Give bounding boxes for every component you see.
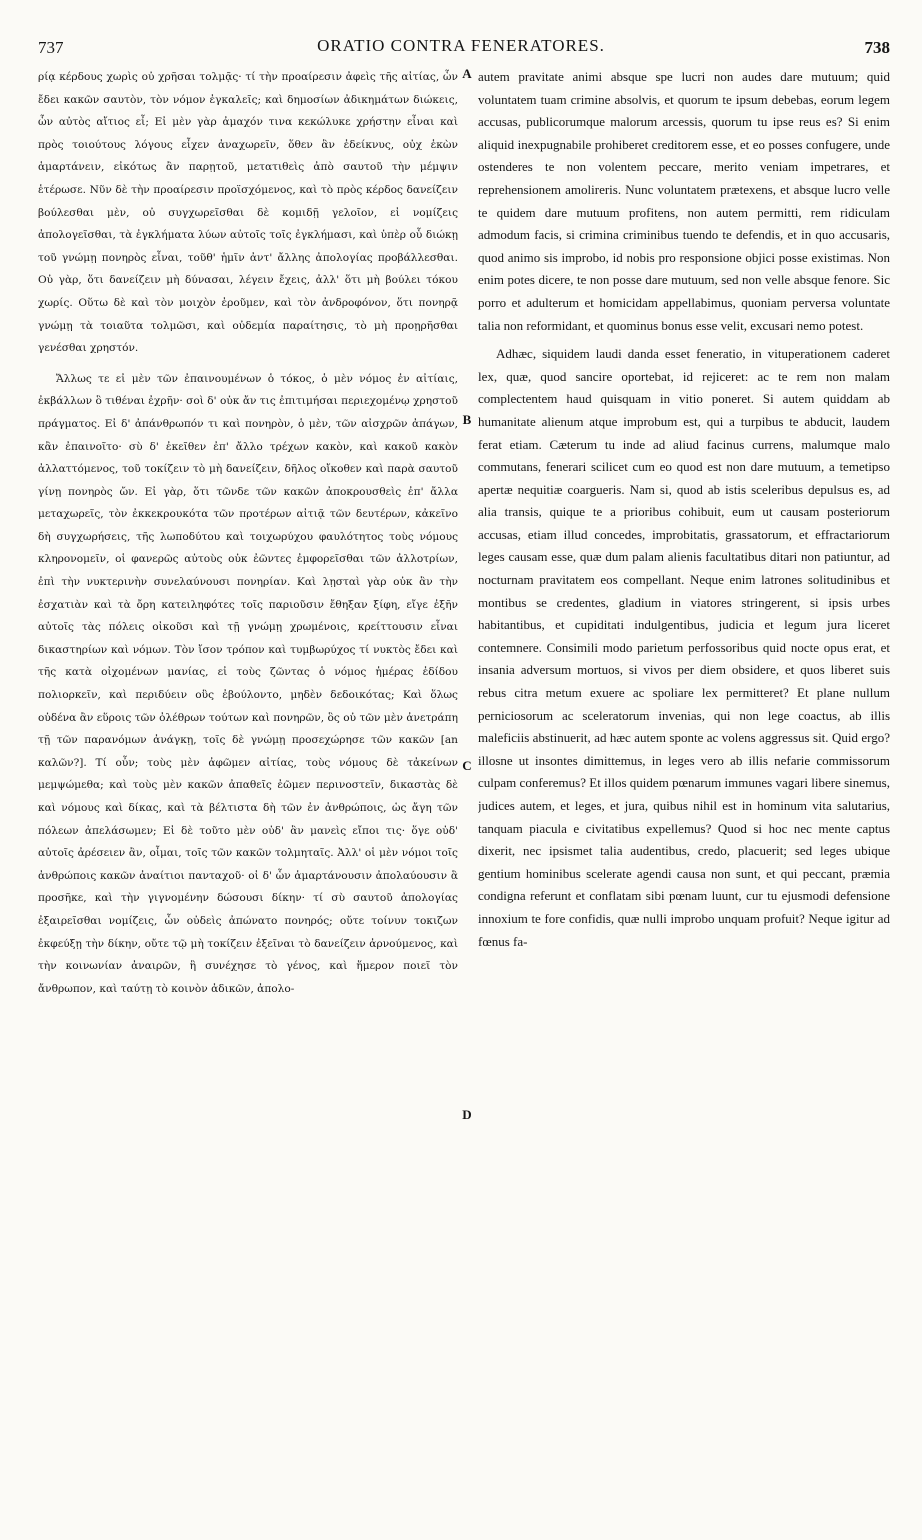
page-number-right: 738 (864, 38, 890, 57)
running-title: ORATIO CONTRA FENERATORES. (317, 36, 605, 55)
page-number-left: 737 (38, 38, 64, 57)
latin-paragraph-1: autem pravitate animi absque spe lucri non audes dare mutuum; quid voluntatem tuam crimine absolvis, et quorum te ipsum debebas, eorum legem accusas, publicorumque malorum arcessis, quorum tu ipse reus es? Si enim aliquid inexpugnabile prohiberet creditorem esse, et eo posses confugere, unde ostenderes te non volentem peccare, merito veniam impetrares, et reprehensionem amolireris. Nunc voluntatem prætexens, et absque lucro velle te quidem dare mutuum profitens, non autem permitti, rem ridiculam admodum facis, si crimina criminibus tuendo te defendis, et in quo accusaris, quod animo sis improbo, id nobis pro responsione objici posse existimas. Non enim potes dicere, te non posse dare mutuum, sed non velle absque fenore. Sic porro et adulterum et homicidam appellabimus, quoniam perversa voluntate talia non reformidant, et quominus bonus esse velit, excusari nemo potest. (478, 69, 890, 333)
margin-marker-c: C (462, 758, 472, 773)
margin-marker-b: B (462, 412, 472, 427)
greek-paragraph-2: Ἄλλως τε εἰ μὲν τῶν ἐπαινουμένων ὁ τόκος, ὁ μὲν νόμος ἐν αἰτίαις, ἐκβάλλων ὃ τιθέναι ἐχρῆν· σοὶ δ' οὐκ ἄν τις ἐπιτιμήσαι περιεχομένῳ χρηστοῦ πράγματος. Εἰ δ' ἀπάνθρωπόν τι καὶ πονηρὸν, ὁ μὲν, τῶν αἰσχρῶν ἀπάγων, κἂν ἐπαινοῖτο· σὺ δ' ἐκεῖθεν ἐπ' ἄλλο τρέχων κακὸν, καὶ κακοῦ κακὸν ἀλλαττόμενος, τοῦ τοκίζειν τὸ μὴ δανείζειν, δῆλος οἴκοθεν καὶ παρὰ σαυτοῦ γίνῃ πονηρὸς ὤν. Εἰ γὰρ, ὅτι τῶνδε τῶν κακῶν ἀποκρουσθεὶς ἐπ' ἄλλα μεταχωρεῖς, τὸν ἐκκεκρουκότα τῶν προτέρων αἰτιᾷ τῶν δευτέρων, κἀκεῖνο δὴ συγχωρήσεις, τῆς λωποδύτου καὶ τοιχωρύχου φαυλότητος τοὺς νόμους κληρονομεῖν, οἱ φανερῶς αὐτοὺς οὐκ ἐῶντες ἐμφορεῖσθαι τῶν ἀλλοτρίων, ἐπὶ τὴν νυκτερινὴν συνελαύνουσι πονηρίαν. Καὶ λῃσταὶ γὰρ οὐκ ἂν τὴν ἐσχατιὰν καὶ τὰ ὄρη κατειληφότες τοῖς παριοῦσιν ἔθηξαν ξίφη, εἴγε ἐξῆν αὐτοῖς τὰς πόλεις οἰκοῦσι καὶ τῇ γνώμῃ χρωμένοις, κρείττουσιν εἶναι δικαστηρίων καὶ νόμων. Τὸν ἴσον τρόπον καὶ τυμβωρύχος τί νυκτὸς ἔδει καὶ τῆς κατὰ οἰχομένων μανίας, εἰ τοὺς ζῶντας ὁ νόμος ἡμέρας ἐδίδου πολιορκεῖν, καὶ περιδύειν οὓς ἐβούλοντο, μηδὲν δεδοικότας; Καὶ ὅλως οὐδένα ἂν εὕροις τῶν ὀλέθρων τούτων καὶ πονηρῶν, ὃς οὐ τῶν μὲν ἀνετράπη τῇ τῶν παρανόμων ἀνάγκῃ, τοῖς δὲ γνώμῃ προσεχώρησε τῶν κακῶν [an καλῶν?]. Τί οὖν; τοὺς μὲν ἀφῶμεν αἰτίας, τοὺς νόμους δὲ τἀκείνων μεμψώμεθα; καὶ τοὺς μὲν κακῶν ἀπαθεῖς ἐῶμεν περινοστεῖν, δικαστὰς δὲ καὶ νόμους καὶ δίκας, καὶ τὰ βέλτιστα δὴ τῶν ἐν ἀνθρώποις, ὡς ἄγη τῶν πόλεων ἀπελάσωμεν; Εἰ δὲ τοῦτο μὲν οὐδ' ἂν μανεὶς εἴποι τις· ὅγε οὐδ' αὐτοῖς ἀρέσειεν ἂν, οἶμαι, τοῖς τῶν κακῶν τολμηταῖς. Ἀλλ' οἱ μὲν νόμοι τοῖς ἀνθρώποις κακῶν ἀναίτιοι πανταχοῦ· οἱ δ' ὧν ἁμαρτάνουσιν ἀπολαύουσιν ἃ προσῆκε, καὶ τὴν γιγνομένην δώσουσι δίκην· τί σὺ σαυτοῦ ἀπολογίας ἐξαιρεῖσθαι νομίζεις, ὧν οὐδεὶς ἀπώνατο πονηρός; οὔτε τοίνυν τοκιζων ἐκφεύξῃ τὴν δίκην, οὔτε τῷ μὴ τοκίζειν ἐξεῖναι τὸ δανείζειν ἀρνούμενος, καὶ τὴν κοινωνίαν ἀναιρῶν, ἣ συνέχησε τὸ γένος, καὶ ἥμερον ποιεῖ τὸν ἄνθρωπον, καὶ ταύτῃ τὸ κοινὸν ἀδικῶν, ἀπολο- (38, 372, 458, 995)
margin-marker-d: D (462, 1107, 472, 1122)
latin-paragraph-2: Adhæc, siquidem laudi danda esset feneratio, in vituperationem caderet lex, quæ, quod sancire oportebat, id rejiceret: ac te rem non malam complectentem haud quisquam in vitio poneret. Si autem quiddam ab humanitate alienum atque improbum est, qui a turpibus te abducit, laudem ferat etiam. Cæterum tu inde ad aliud facinus currens, malumque malo commutans, fenerari scilicet cum eo quod est non dare mutuum, a temetipso apertæ nequitiæ coargueris. Nam si, quod ab istis sceleribus depulsus es, ad alia transis, quique te a prioribus cohibuit, eum ut causam posteriorum accusas, etiam illud concedes, improbitatis, grassatorum, et effractariorum leges causam esse, quæ dum palam alienis facultatibus ditari non patiuntur, ad nocturnam pravitatem eos compellant. Neque enim latrones solitudinibus et montibus se credentes, gladium in viatores stringerent, si ipsis urbes habitantibus, et cupiditati indulgentibus, judicia et legum jura liceret contemnere. Consimili modo parietum perfossoribus quid nocte opus erat, et insania adversum mortuos, si vivos per diem obsidere, et quos liberet suis rebus citra metum exuere ac spoliare lex permitteret? Et plane nullum perniciosorum ac sceleratorum invenias, qui non lege coactus, ab illis maleficiis abstinuerit, ad hæc autem sponte ac volens aggressus sit. Quid ergo? illosne ut insontes dimittemus, in leges vero ab illis nefarie commissorum culpam conferemus? Et illos quidem pœnarum immunes vagari libere sinemus, judices autem, et leges, et jura, quibus nihil est in hominum vita salutarius, tanquam piacula e civitatibus expellemus? Quod si hoc nec mente captus dixerit, nec ipsismet talia audentibus, credo, placuerit; sed leges ubique gentium hominibus scelerate agendi causa non sunt, et qui peccant, præmia condigna referunt et conflatam sibi pœnam luunt, cur tu ejusmodi defensione innoxium te fore confidis, quæ nulli improbo unquam profuit? Neque igitur ad fœnus fa- (478, 346, 890, 949)
greek-column (38, 66, 458, 1516)
latin-column (478, 66, 890, 1516)
greek-paragraph-1: ρίᾳ κέρδους χωρὶς οὐ χρῆσαι τολμᾷς· τί τὴν προαίρεσιν ἀφεὶς τῆς αἰτίας, ὧν ἔδει κακῶν σαυτὸν, τὸν νόμον ἐγκαλεῖς; καὶ δημοσίων ἀδικημάτων διώκεις, ὧν αὐτὸς αἴτιος εἶ; Εἰ μὲν γὰρ ἀμαχόν τινα κεκώλυκε χρήστην εἶναι καὶ πρὸς τοιούτους λόγους εἶχεν ἀναχωρεῖν, ὅθεν ἂν ἐδείκνυς, οὐχ ἑκὼν ἁμαρτάνειν, εἰκότως ἂν παρῃτοῦ, μετατιθεὶς ἀπὸ σαυτοῦ τὴν μέμψιν ἑτέρωσε. Νῦν δὲ τὴν προαίρεσιν προϊσχόμενος, καὶ τὸ πρὸς κέρδος δανείζειν βούλεσθαι μὲν, οὐ συγχωρεῖσθαι δὲ κομιδῇ γελοῖον, εἰ νομίζεις ἀπολογεῖσθαι, τὰ ἐγκλήματα λύων αὐτοῖς τοῖς ἐγκλήμασι, καὶ ὑπὲρ οὗ διώκῃ τοῦ γνώμῃ πονηρὸς εἶναι, τοῦθ' ἡμῖν ἀντ' ἄλλης ἀπολογίας προβάλλεσθαι. Οὐ γὰρ, ὅτι δανείζειν μὴ δύνασαι, λέγειν ἔχεις, ἀλλ' ὅτι μὴ βούλει τόκου χωρίς. Οὕτω δὲ καὶ τὸν μοιχὸν ἐροῦμεν, καὶ τὸν ἀνδροφόνον, ὅτι πονηρᾷ γνώμῃ τὰ τοιαῦτα τολμῶσι, καὶ οὐδεμία παραίτησις, τὸ μὴ προῃρῆσθαι γενέσθαι χρηστόν. (38, 71, 458, 355)
margin-marker-a: A (462, 66, 472, 81)
